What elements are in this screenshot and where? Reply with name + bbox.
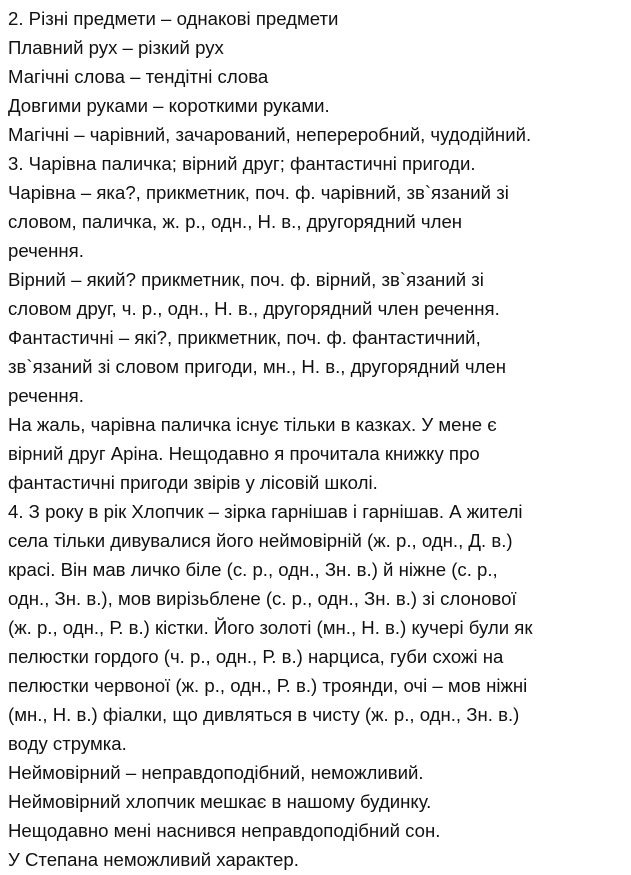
- text-line: фантастичні пригоди звірів у лісовій школі.: [8, 472, 378, 493]
- text-line: словом друг, ч. р., одн., Н. в., другорядний член речення.: [8, 298, 500, 319]
- text-line: воду струмка.: [8, 733, 127, 754]
- text-line: (ж. р., одн., Р. в.) кістки. Його золоті (мн., Н. в.) кучері були як: [8, 617, 533, 638]
- text-line: На жаль, чарівна паличка існує тільки в казках. У мене є: [8, 414, 497, 435]
- text-line: одн., Зн. в.), мов вирізьблене (с. р., одн., Зн. в.) зі слонової: [8, 588, 517, 609]
- text-line: красі. Він мав личко біле (с. р., одн., Зн. в.) й ніжне (с. р.,: [8, 559, 498, 580]
- document-body: [8, 4, 628, 874]
- text-line: У Степана неможливий характер.: [8, 849, 299, 870]
- text-line: села тільки дивувалися його неймовірній (ж. р., одн., Д. в.): [8, 530, 513, 551]
- text-line: словом, паличка, ж. р., одн., Н. в., другорядний член: [8, 211, 463, 232]
- text-line: речення.: [8, 240, 84, 261]
- text-line: (мн., Н. в.) фіалки, що дивляться в чисту (ж. р., одн., Зн. в.): [8, 704, 520, 725]
- text-line: Фантастичні – які?, прикметник, поч. ф. фантастичний,: [8, 327, 481, 348]
- text-line: Плавний рух – різкий рух: [8, 37, 224, 58]
- text-line: пелюстки червоної (ж. р., одн., Р. в.) троянди, очі – мов ніжні: [8, 675, 528, 696]
- text-line: Довгими руками – короткими руками.: [8, 95, 330, 116]
- text-line: пелюстки гордого (ч. р., одн., Р. в.) нарциса, губи схожі на: [8, 646, 504, 667]
- text-line: 4. З року в рік Хлопчик – зірка гарнішав і гарнішав. А жителі: [8, 501, 523, 522]
- text-line: зв`язаний зі словом пригоди, мн., Н. в., другорядний член: [8, 356, 506, 377]
- text-line: вірний друг Аріна. Нещодавно я прочитала книжку про: [8, 443, 480, 464]
- text-line: Магічні слова – тендітні слова: [8, 66, 269, 87]
- text-line: Вірний – який? прикметник, поч. ф. вірний, зв`язаний зі: [8, 269, 484, 290]
- text-line: Магічні – чарівний, зачарований, неперeробний, чудодійний.: [8, 124, 532, 145]
- text-line: Неймовірний – неправдоподібний, неможливий.: [8, 762, 424, 783]
- text-line: речення.: [8, 385, 84, 406]
- text-line: 2. Різні предмети – однакові предмети: [8, 8, 339, 29]
- text-line: Чарівна – яка?, прикметник, поч. ф. чарівний, зв`язаний зі: [8, 182, 509, 203]
- text-line: Неймовірний хлопчик мешкає в нашому будинку.: [8, 791, 432, 812]
- text-line: 3. Чарівна паличка; вірний друг; фантастичні пригоди.: [8, 153, 476, 174]
- text-line: Нещодавно мені наснився неправдоподібний сон.: [8, 820, 441, 841]
